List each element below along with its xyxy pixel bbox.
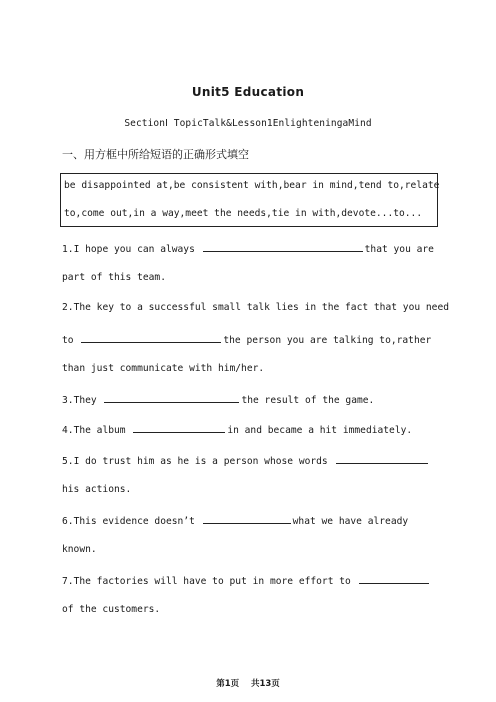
question-5-continued: his actions. [62,484,132,495]
question-text: in and became a hit immediately. [227,425,413,436]
question-7-continued: of the customers. [62,604,161,615]
answer-blank[interactable] [104,393,239,403]
question-number: 1. [62,244,74,255]
question-number: 5. [62,456,74,467]
question-4 [62,423,412,436]
phrase-box-line-1: be disappointed at,be consistent with,bear in mind,tend to,relate [64,180,440,191]
question-text: This evidence doesn’t [73,516,195,527]
question-2-line-2 [62,333,431,346]
question-text: the person you are talking to,rather [223,335,432,346]
answer-blank[interactable] [81,333,221,343]
answer-blank[interactable] [359,574,429,584]
question-number: 2. [62,302,74,313]
question-6 [62,514,408,527]
question-1-continued: part of this team. [62,272,166,283]
question-3 [62,393,374,406]
page-number: 第1页 [216,679,240,689]
question-text: They [73,395,97,406]
exercise-instruction: 一、用方框中所给短语的正确形式填空 [62,148,249,161]
question-5 [62,454,430,467]
section-subtitle: SectionⅠ TopicTalk&Lesson1EnlighteningaMind [124,118,372,129]
question-number: 3. [62,395,74,406]
answer-blank[interactable] [203,514,291,524]
phrase-box-line-2: to,come out,in a way,meet the needs,tie in with,devote...to... [64,208,423,219]
question-text: to [62,335,74,346]
question-text: The album [73,425,126,436]
question-2 [62,302,449,313]
phrase-box [60,173,438,227]
question-number: 4. [62,425,74,436]
question-6-continued: known. [62,544,97,555]
question-text: I do trust him as he is a person whose words [73,456,328,467]
page-footer [0,677,496,689]
question-text: what we have already [292,516,409,527]
question-text: The key to a successful small talk lies in the fact that you need [73,302,449,313]
answer-blank[interactable] [336,454,428,464]
page-title: Unit5 Education [191,85,305,99]
question-1 [62,242,434,255]
answer-blank[interactable] [203,242,363,252]
question-number: 7. [62,576,74,587]
question-number: 6. [62,516,74,527]
question-2-continued: than just communicate with him/her. [62,363,265,374]
question-text: the result of the game. [241,395,375,406]
question-text: that you are [364,244,434,255]
answer-blank[interactable] [133,423,225,433]
page-total: 共13页 [250,679,280,689]
question-text: The factories will have to put in more effort to [73,576,351,587]
question-7 [62,574,431,587]
question-text: I hope you can always [73,244,195,255]
